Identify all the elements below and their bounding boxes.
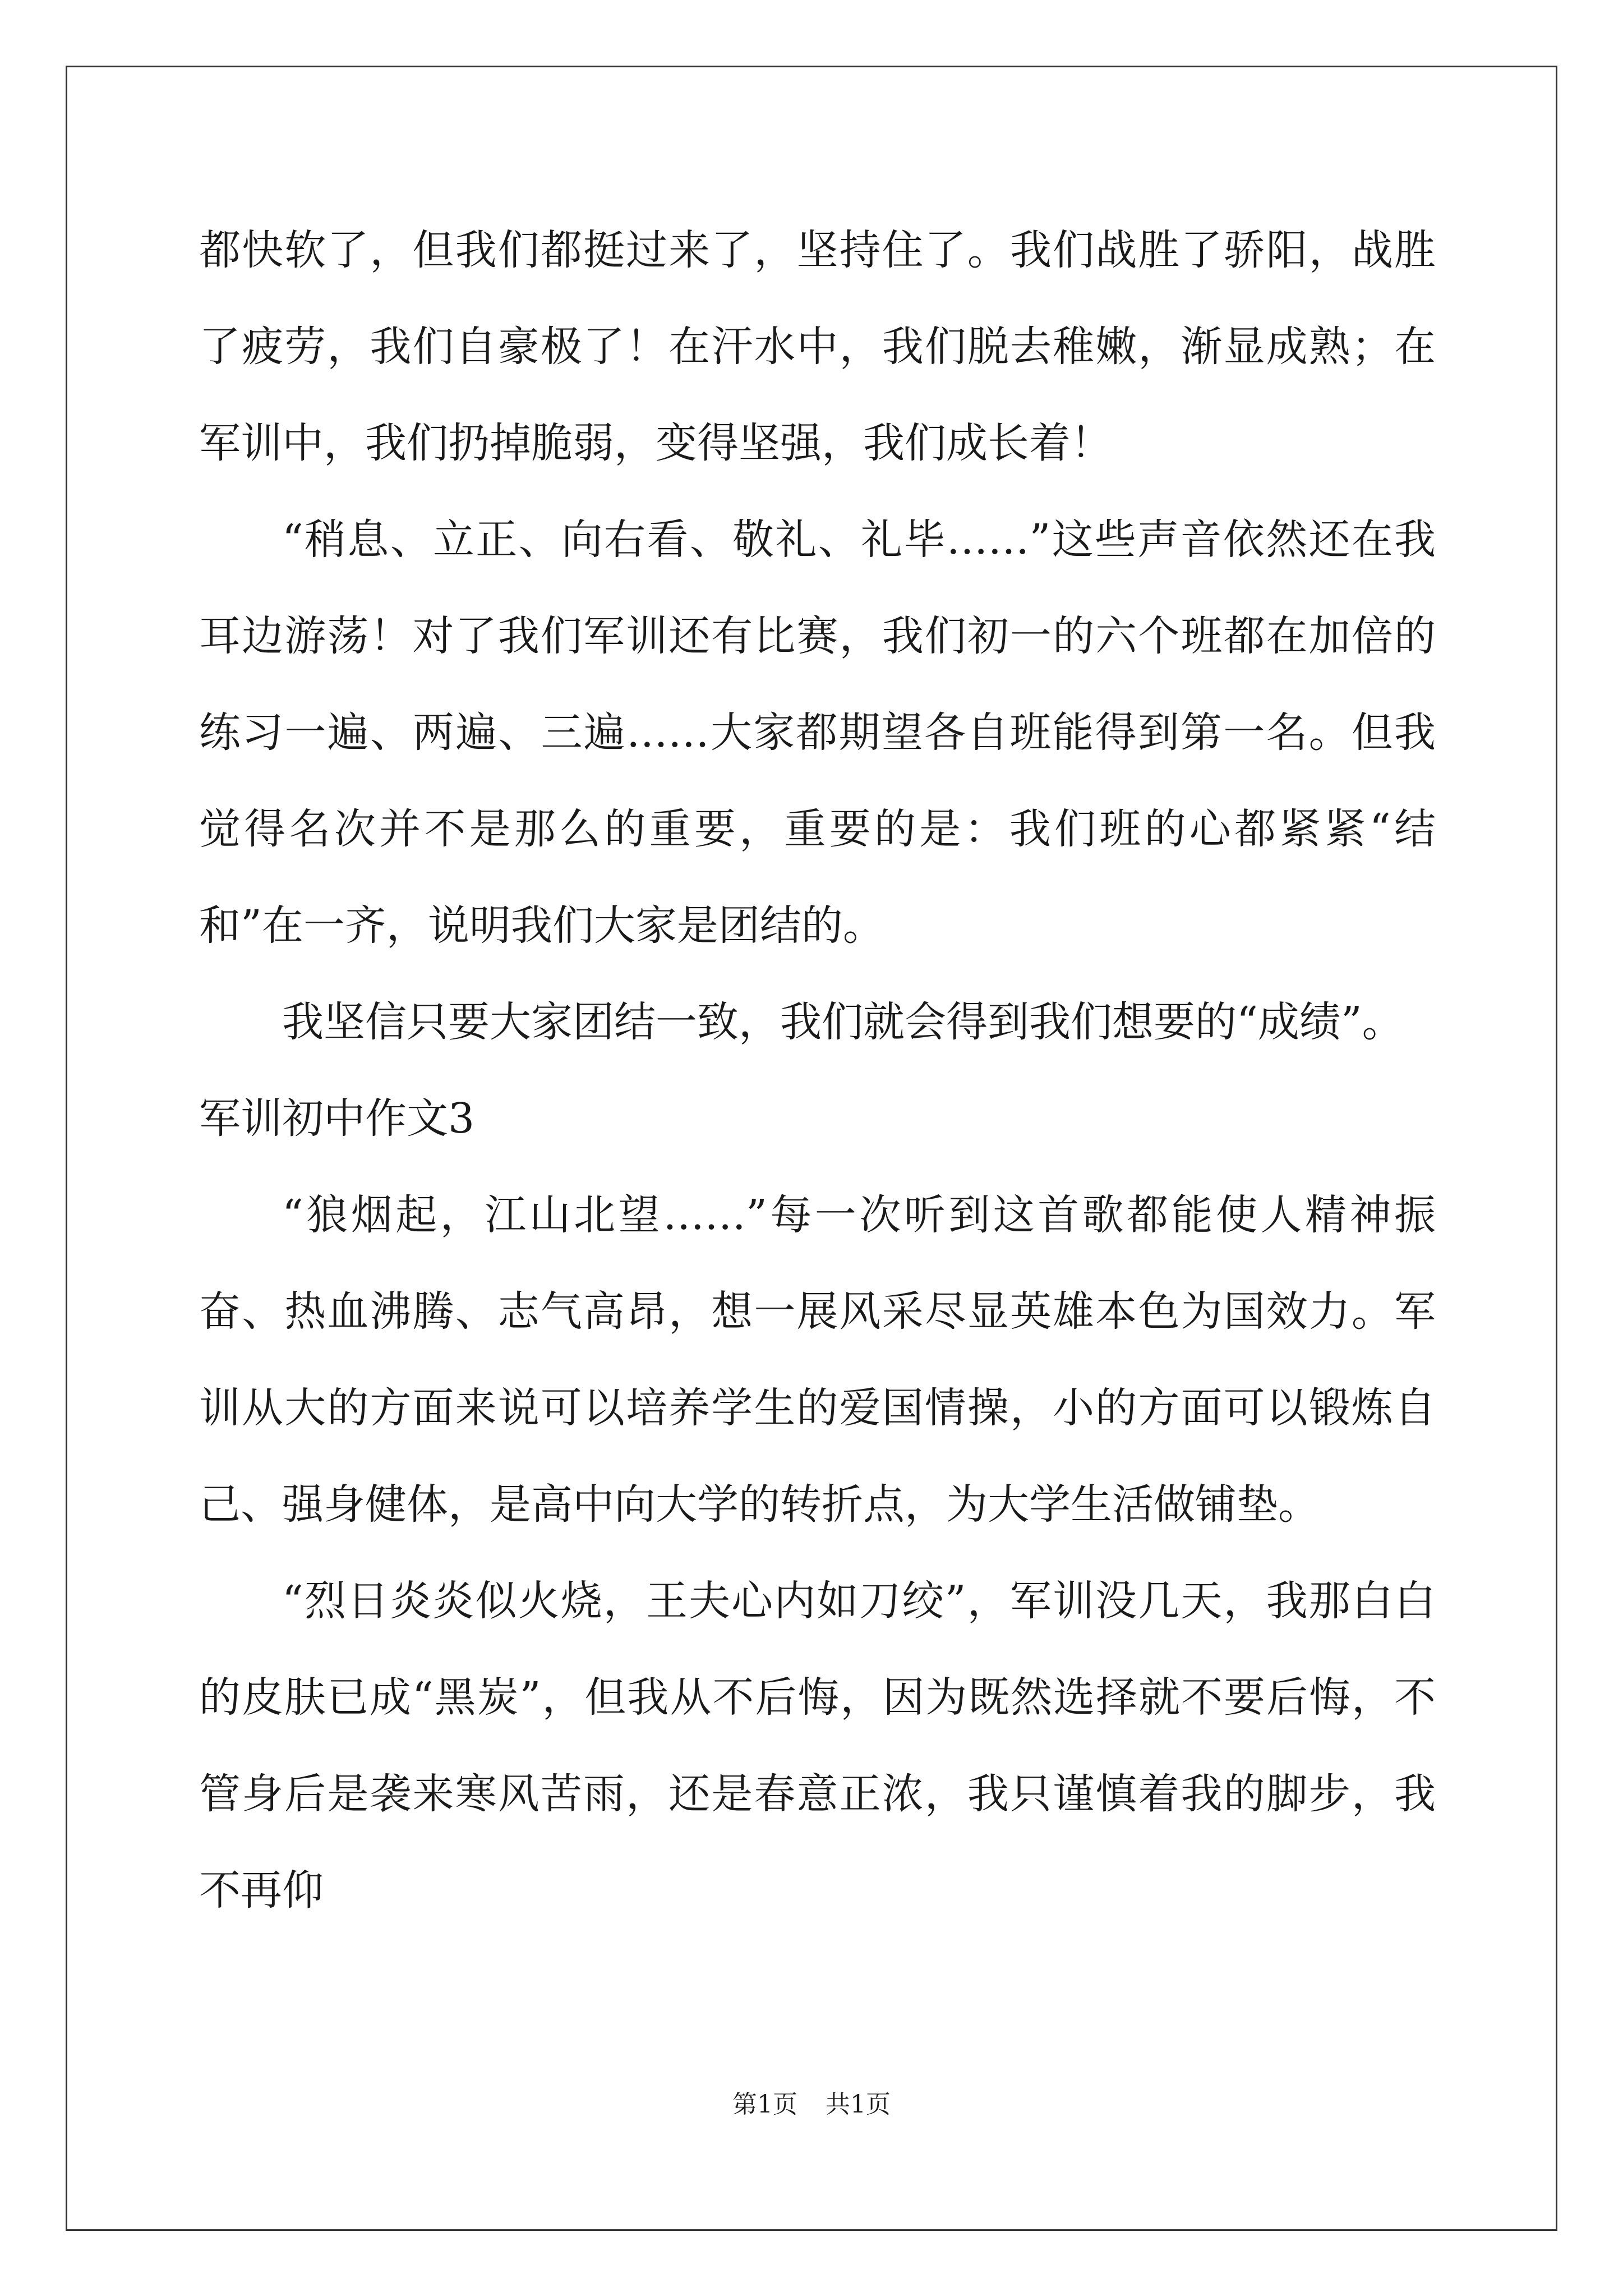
section-heading: 军训初中作文3 [199, 1094, 475, 1143]
page-number-current: 第1页 [732, 2090, 797, 2119]
paragraph-2: “稍息、立正、向右看、敬礼、礼毕……”这些声音依然还在我耳边游荡！对了我们军训还有比赛，我们初一的六个班都在加倍的练习一遍、两遍、三遍……大家都期望各自班能得到第一名。但我觉得名次并不是那么的重要，重要的是：我们班的心都紧紧“结和”在一齐，说明我们大家是团结的。 [199, 516, 1436, 950]
paragraph-1: 都快软了，但我们都挺过来了，坚持住了。我们战胜了骄阳，战胜了疲劳，我们自豪极了！在汗水中，我们脱去稚嫩，渐显成熟；在军训中，我们扔掉脆弱，变得坚强，我们成长着！ [199, 226, 1436, 467]
paragraph-4: “狼烟起，江山北望……”每一次听到这首歌都能使人精神振奋、热血沸腾、志气高昂，想一展风采尽显英雄本色为国效力。军训从大的方面来说可以培养学生的爱国情操，小的方面可以锻炼自己、强身健体，是高中向大学的转折点，为大学生活做铺垫。 [199, 1191, 1436, 1529]
paragraph-3: 我坚信只要大家团结一致，我们就会得到我们想要的“成绩”。 [282, 998, 1404, 1046]
page-footer [0, 2088, 1623, 2122]
document-body [199, 202, 1436, 1939]
page-number-total: 共1页 [826, 2090, 891, 2119]
paragraph-5: “烈日炎炎似火烧，王夫心内如刀绞”，军训没几天，我那白白的皮肤已成“黑炭”，但我从不后悔，因为既然选择就不要后悔，不管身后是袭来寒风苦雨，还是春意正浓，我只谨慎着我的脚步，我不再仰 [199, 1577, 1436, 1915]
